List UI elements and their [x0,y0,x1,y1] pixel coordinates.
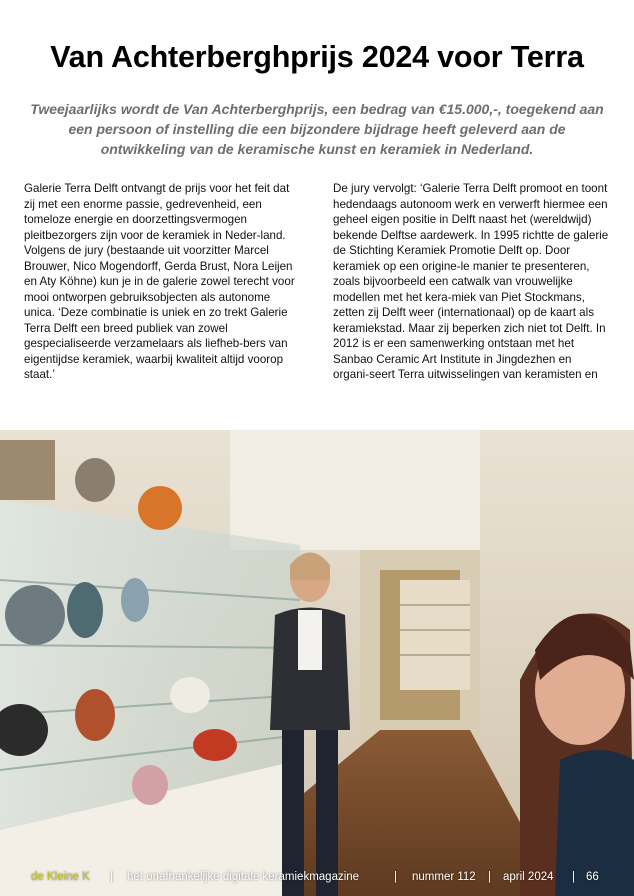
gallery-photo [0,430,634,896]
article-title: Van Achterberghprijs 2024 voor Terra [50,40,584,74]
footer-separator: | [488,871,491,883]
text-column-left [24,181,301,383]
footer-separator: | [572,871,575,883]
magazine-brand: de Kleine K [31,871,90,883]
footer-separator: | [394,871,397,883]
page-footer [0,866,634,888]
footer-tagline: het onafhankelijke digitale keramiekmagazine [127,871,360,883]
footer-separator: | [110,871,113,883]
paragraph: De jury vervolgt: ‘Galerie Terra Delft promoot en toont hedendaags autonoom werk en verwerft hiermee een geheel eigen positie in Delft naast het (wereldwijd) bekende Delftse aardewerk. In 1995 richtte de galerie de Stichting Keramiek Promotie Delft op. Door keramiek op een origine-le manier te presenteren, zoals bijvoorbeeld een catwalk van vrouwelijke modellen met het kera-miek van Piet Stockmans, zetten zij Delft weer (internationaal) op de kaart als keramiekstad. Maar zij beperken zich niet tot Delft. In 2012 is er een samenwerking ontstaan met het Sanbao Ceramic Art Institute in Jingdezhen en organi-seert Terra uitwisselingen van keramisten en [333,182,609,381]
page-number: 66 [586,871,599,883]
paragraph: Galerie Terra Delft ontvangt de prijs voor het feit dat zij met een enorme passie, gedrevenheid, een tomeloze energie en doorzettingsvermogen pleitbezorgers zijn voor de keramiek in Neder-land. [24,182,290,242]
issue-number: nummer 112 [412,871,476,883]
article-intro: Tweejaarlijks wordt de Van Achterberghprijs, een bedrag van €15.000,-, toegekend aan een persoon of instelling die een bijzondere bijdrage heeft geleverd aan de ontwikkeling van de keramische kunst en keramiek in Nederland. [30,101,604,157]
issue-date: april 2024 [503,871,554,883]
gallery-interior-illustration [0,430,634,896]
paragraph: Volgens de jury (bestaande uit voorzitter Marcel Brouwer, Nico Mogendorff, Gerda Brust, Nora Leijen en Aty Köhne) kun je in de galerie zowel terecht voor mooi ontworpen gebruiksobjecten als autonome unica. ‘Deze combinatie is uniek en zo trekt Galerie Terra Delft een breed publiek van zowel gespecialiseerde verzamelaars als liefheb-bers van eigentijdse keramiek, waarbij kwaliteit altijd voorop staat.’ [24,244,295,381]
text-column-right [333,181,610,383]
